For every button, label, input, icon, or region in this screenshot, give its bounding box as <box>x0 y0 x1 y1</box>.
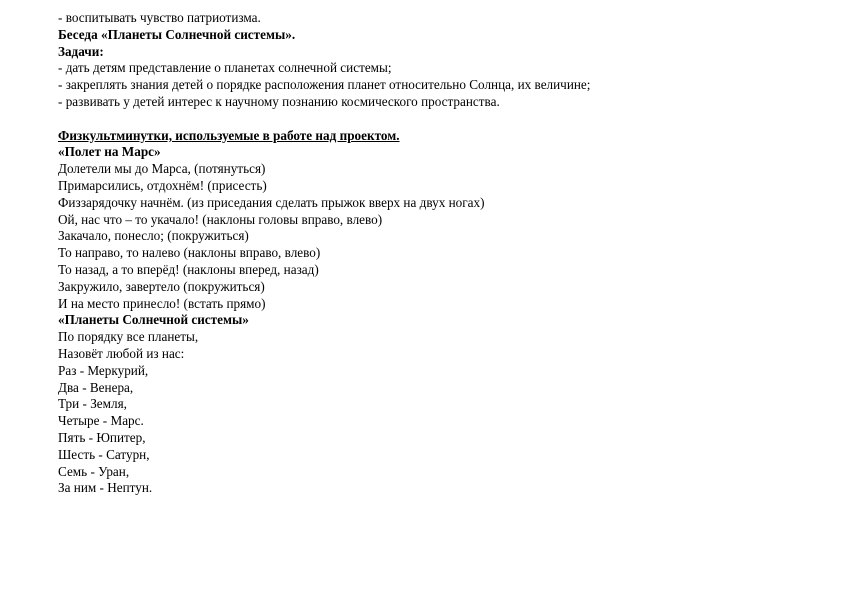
poem-line: Физзарядочку начнём. (из приседания сделать прыжок вверх на двух ногах) <box>58 194 485 210</box>
intro-line: - воспитывать чувство патриотизма. <box>58 10 261 25</box>
poem-line: То направо, то налево (наклоны вправо, влево) <box>58 245 321 261</box>
tasks-heading: Задачи: <box>58 43 104 59</box>
poem-line: Три - Земля, <box>58 396 127 412</box>
planets-poem-title: «Планеты Солнечной системы» <box>58 312 249 328</box>
spacer <box>58 111 828 128</box>
exercises-heading: Физкультминутки, используемые в работе над проектом. <box>58 127 400 143</box>
poem-line: Четыре - Марс. <box>58 413 144 429</box>
poem-line: Примарсились, отдохнём! (присесть) <box>58 177 267 193</box>
poem-line: За ним - Нептун. <box>58 480 153 496</box>
poem-line: Назовёт любой из нас: <box>58 345 185 361</box>
task-item: - закреплять знания детей о порядке расположения планет относительно Солнца, их величине; <box>58 77 591 93</box>
poem-line: Пять - Юпитер, <box>58 429 146 445</box>
document-page <box>58 10 828 497</box>
poem-line: То назад, а то вперёд! (наклоны вперед, назад) <box>58 261 319 277</box>
poem-line: По порядку все планеты, <box>58 329 199 345</box>
mars-poem-title: «Полет на Марс» <box>58 144 161 160</box>
task-item: - развивать у детей интерес к научному познанию космического пространства. <box>58 93 500 109</box>
conversation-title: Беседа «Планеты Солнечной системы». <box>58 26 296 42</box>
poem-line: Закружило, завертело (покружиться) <box>58 278 265 294</box>
poem-line: Долетели мы до Марса, (потянуться) <box>58 161 266 177</box>
poem-line: И на место принесло! (встать прямо) <box>58 295 266 311</box>
poem-line: Шесть - Сатурн, <box>58 446 150 462</box>
poem-line: Два - Венера, <box>58 379 134 395</box>
poem-line: Раз - Меркурий, <box>58 362 149 378</box>
poem-line: Закачало, понесло; (покружиться) <box>58 228 249 244</box>
task-item: - дать детям представление о планетах солнечной системы; <box>58 60 392 76</box>
poem-line: Семь - Уран, <box>58 463 130 479</box>
poem-line: Ой, нас что – то укачало! (наклоны головы вправо, влево) <box>58 211 383 227</box>
